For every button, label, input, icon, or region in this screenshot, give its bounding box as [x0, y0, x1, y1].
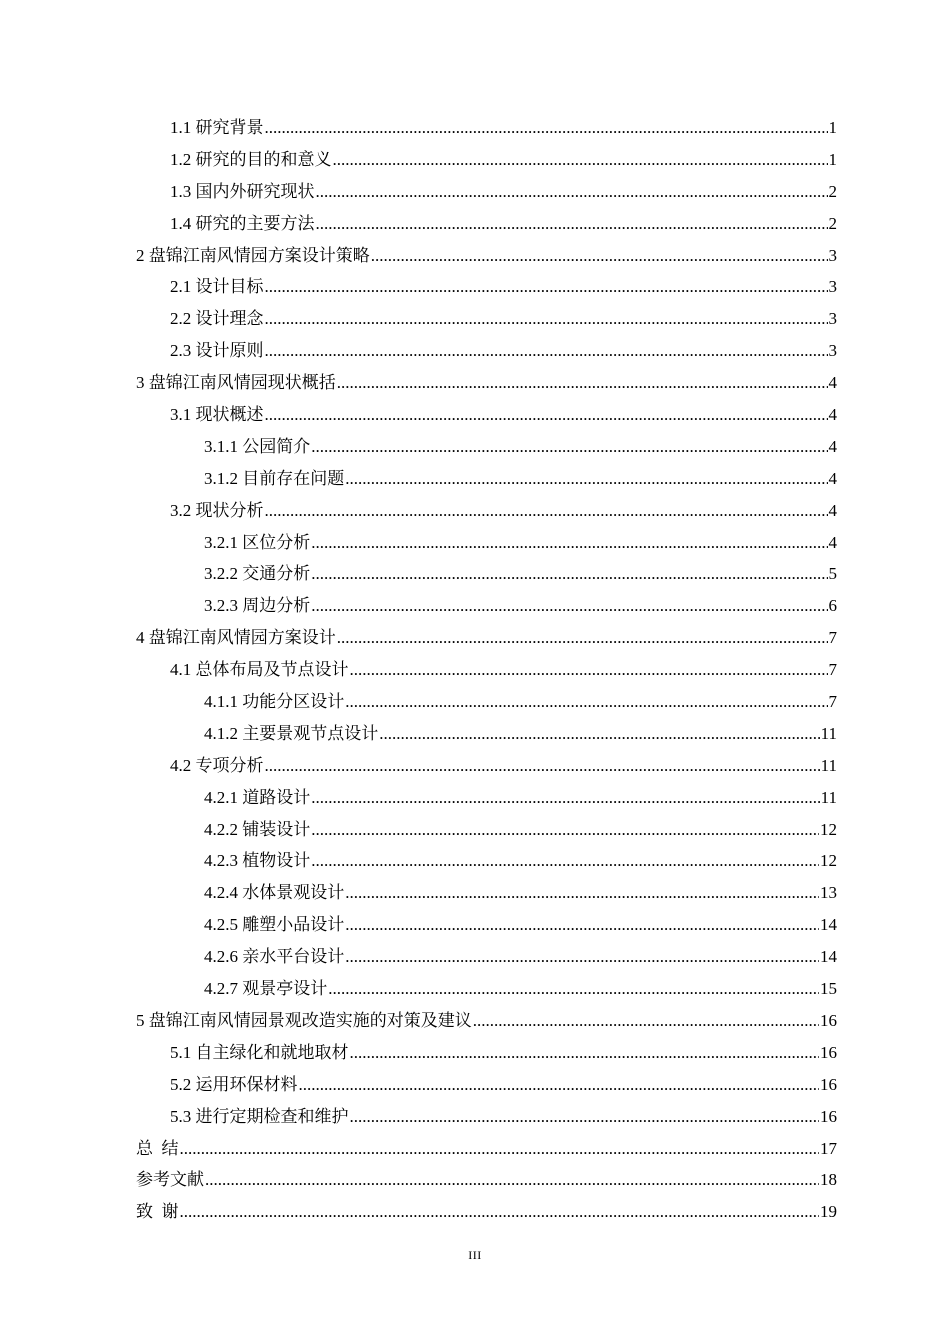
toc-dot-leader [205, 1164, 819, 1196]
toc-entry-label: 5.1 自主绿化和就地取材 [170, 1042, 349, 1062]
toc-entry-label: 2.2 设计理念 [170, 309, 264, 329]
toc-entry-label: 1.2 研究的目的和意义 [170, 149, 332, 169]
toc-dot-leader [311, 558, 827, 590]
toc-entry-label: 1.4 研究的主要方法 [170, 213, 315, 233]
toc-entry[interactable] [0, 303, 950, 335]
toc-dot-leader [265, 271, 828, 303]
toc-entry-page-number: 2 [828, 213, 837, 233]
toc-entry[interactable] [0, 877, 950, 909]
toc-dot-leader [311, 845, 819, 877]
toc-entry-label: 4 盘锦江南风情园方案设计 [136, 628, 336, 648]
toc-entry-page-number: 7 [828, 692, 837, 712]
toc-entry-label: 2.3 设计原则 [170, 341, 264, 361]
toc-entry-page-number: 7 [828, 660, 837, 680]
toc-entry-label: 3.2.3 周边分析 [204, 596, 311, 616]
toc-entry-page-number: 16 [820, 1074, 837, 1094]
toc-dot-leader [265, 303, 828, 335]
toc-dot-leader [265, 335, 828, 367]
toc-entry-label: 4.1.1 功能分区设计 [204, 692, 345, 712]
toc-entry-label: 5.2 运用环保材料 [170, 1074, 298, 1094]
toc-entry[interactable] [0, 112, 950, 144]
toc-dot-leader [311, 782, 819, 814]
toc-entry[interactable] [0, 590, 950, 622]
toc-dot-leader [337, 622, 828, 654]
toc-dot-leader [350, 654, 828, 686]
toc-entry[interactable] [0, 782, 950, 814]
toc-dot-leader [180, 1196, 820, 1228]
toc-entry[interactable] [0, 622, 950, 654]
toc-entry-page-number: 1 [828, 118, 837, 137]
toc-entry-label: 3.1 现状概述 [170, 405, 264, 425]
toc-entry-page-number: 2 [828, 181, 837, 201]
toc-entry[interactable] [0, 399, 950, 431]
toc-entry-page-number: 16 [820, 1010, 837, 1030]
toc-entry-page-number: 16 [820, 1042, 837, 1062]
toc-entry[interactable] [0, 750, 950, 782]
toc-entry[interactable] [0, 814, 950, 846]
toc-entry-page-number: 3 [828, 245, 837, 265]
toc-entry-label: 1.3 国内外研究现状 [170, 181, 315, 201]
toc-entry[interactable] [0, 1164, 950, 1196]
toc-entry-label: 5.3 进行定期检查和维护 [170, 1106, 349, 1126]
toc-entry[interactable] [0, 1069, 950, 1101]
toc-entry[interactable] [0, 654, 950, 686]
toc-dot-leader [265, 495, 828, 527]
toc-dot-leader [337, 367, 828, 399]
toc-entry[interactable] [0, 558, 950, 590]
toc-entry-label: 总 结 [136, 1138, 179, 1158]
toc-dot-leader [311, 527, 827, 559]
toc-entry-page-number: 15 [820, 979, 837, 999]
toc-entry[interactable] [0, 718, 950, 750]
toc-entry-page-number: 14 [820, 947, 837, 967]
toc-entry-page-number: 19 [820, 1202, 837, 1222]
toc-entry[interactable] [0, 271, 950, 303]
toc-entry[interactable] [0, 208, 950, 240]
toc-entry[interactable] [0, 973, 950, 1005]
toc-entry[interactable] [0, 463, 950, 495]
toc-entry-label: 1.1 研究背景 [170, 118, 264, 137]
toc-dot-leader [265, 112, 828, 144]
toc-entry[interactable] [0, 335, 950, 367]
toc-entry[interactable] [0, 1196, 950, 1228]
toc-entry-page-number: 7 [828, 628, 837, 648]
toc-dot-leader [350, 1101, 820, 1133]
toc-dot-leader [299, 1069, 820, 1101]
toc-entry[interactable] [0, 1005, 950, 1037]
toc-dot-leader [379, 718, 819, 750]
toc-entry-page-number: 12 [820, 819, 837, 839]
toc-entry-label: 4.2.5 雕塑小品设计 [204, 915, 345, 935]
toc-dot-leader [311, 814, 819, 846]
page-number-footer: III [468, 1248, 482, 1262]
toc-entry-label: 4.2 专项分析 [170, 755, 264, 775]
toc-entry-label: 致 谢 [136, 1202, 179, 1222]
toc-entry[interactable] [0, 527, 950, 559]
toc-entry-label: 4.2.6 亲水平台设计 [204, 947, 345, 967]
toc-dot-leader [345, 909, 819, 941]
toc-dot-leader [345, 686, 827, 718]
toc-entry[interactable] [0, 686, 950, 718]
toc-dot-leader [473, 1005, 819, 1037]
toc-entry[interactable] [0, 909, 950, 941]
toc-entry-label: 3 盘锦江南风情园现状概括 [136, 373, 336, 393]
toc-entry-page-number: 11 [820, 755, 837, 775]
toc-entry-page-number: 4 [828, 405, 837, 425]
toc-entry-label: 4.2.3 植物设计 [204, 851, 311, 871]
toc-entry-label: 4.2.2 铺装设计 [204, 819, 311, 839]
toc-entry-label: 4.1 总体布局及节点设计 [170, 660, 349, 680]
toc-dot-leader [311, 431, 827, 463]
toc-entry-label: 3.1.1 公园简介 [204, 436, 311, 456]
toc-entry[interactable] [0, 431, 950, 463]
toc-entry[interactable] [0, 367, 950, 399]
toc-dot-leader [345, 941, 819, 973]
toc-entry-page-number: 18 [820, 1170, 837, 1190]
toc-entry[interactable] [0, 1133, 950, 1165]
toc-dot-leader [333, 144, 828, 176]
toc-dot-leader [316, 176, 828, 208]
toc-dot-leader [328, 973, 819, 1005]
toc-entry-page-number: 16 [820, 1106, 837, 1126]
toc-entry-page-number: 4 [828, 373, 837, 393]
toc-entry[interactable] [0, 1037, 950, 1069]
toc-dot-leader [371, 240, 828, 272]
toc-entry-page-number: 6 [828, 596, 837, 616]
toc-dot-leader [350, 1037, 820, 1069]
toc-entry-label: 4.1.2 主要景观节点设计 [204, 723, 379, 743]
toc-entry-page-number: 13 [820, 883, 837, 903]
toc-entry-label: 参考文献 [136, 1170, 204, 1190]
toc-entry[interactable] [0, 941, 950, 973]
toc-entry-label: 3.1.2 目前存在问题 [204, 468, 345, 488]
toc-entry-label: 2 盘锦江南风情园方案设计策略 [136, 245, 370, 265]
table-of-contents [0, 112, 950, 1228]
toc-entry[interactable] [0, 845, 950, 877]
toc-entry-page-number: 4 [828, 532, 837, 552]
toc-entry-page-number: 5 [828, 564, 837, 584]
toc-entry-page-number: 3 [828, 309, 837, 329]
toc-entry-page-number: 3 [828, 277, 837, 297]
toc-entry-page-number: 12 [820, 851, 837, 871]
toc-entry-page-number: 4 [828, 436, 837, 456]
toc-entry-label: 2.1 设计目标 [170, 277, 264, 297]
toc-dot-leader [345, 463, 827, 495]
toc-dot-leader [180, 1133, 820, 1165]
toc-entry-page-number: 17 [820, 1138, 837, 1158]
toc-entry-page-number: 4 [828, 500, 837, 520]
toc-entry-label: 4.2.1 道路设计 [204, 787, 311, 807]
toc-entry-label: 4.2.4 水体景观设计 [204, 883, 345, 903]
toc-dot-leader [265, 750, 820, 782]
toc-entry-label: 3.2.1 区位分析 [204, 532, 311, 552]
toc-entry-page-number: 11 [820, 787, 837, 807]
toc-entry-label: 3.2 现状分析 [170, 500, 264, 520]
toc-entry[interactable] [0, 1101, 950, 1133]
toc-dot-leader [345, 877, 819, 909]
toc-entry-page-number: 1 [828, 149, 837, 169]
toc-entry-label: 5 盘锦江南风情园景观改造实施的对策及建议 [136, 1010, 472, 1030]
toc-dot-leader [311, 590, 827, 622]
toc-dot-leader [265, 399, 828, 431]
toc-entry-page-number: 3 [828, 341, 837, 361]
toc-entry[interactable] [0, 240, 950, 272]
toc-entry[interactable] [0, 495, 950, 527]
toc-entry-label: 3.2.2 交通分析 [204, 564, 311, 584]
toc-entry[interactable] [0, 176, 950, 208]
toc-entry-page-number: 11 [820, 723, 837, 743]
toc-entry-label: 4.2.7 观景亭设计 [204, 979, 328, 999]
toc-entry[interactable] [0, 144, 950, 176]
toc-entry-page-number: 4 [828, 468, 837, 488]
toc-dot-leader [316, 208, 828, 240]
toc-entry-page-number: 14 [820, 915, 837, 935]
